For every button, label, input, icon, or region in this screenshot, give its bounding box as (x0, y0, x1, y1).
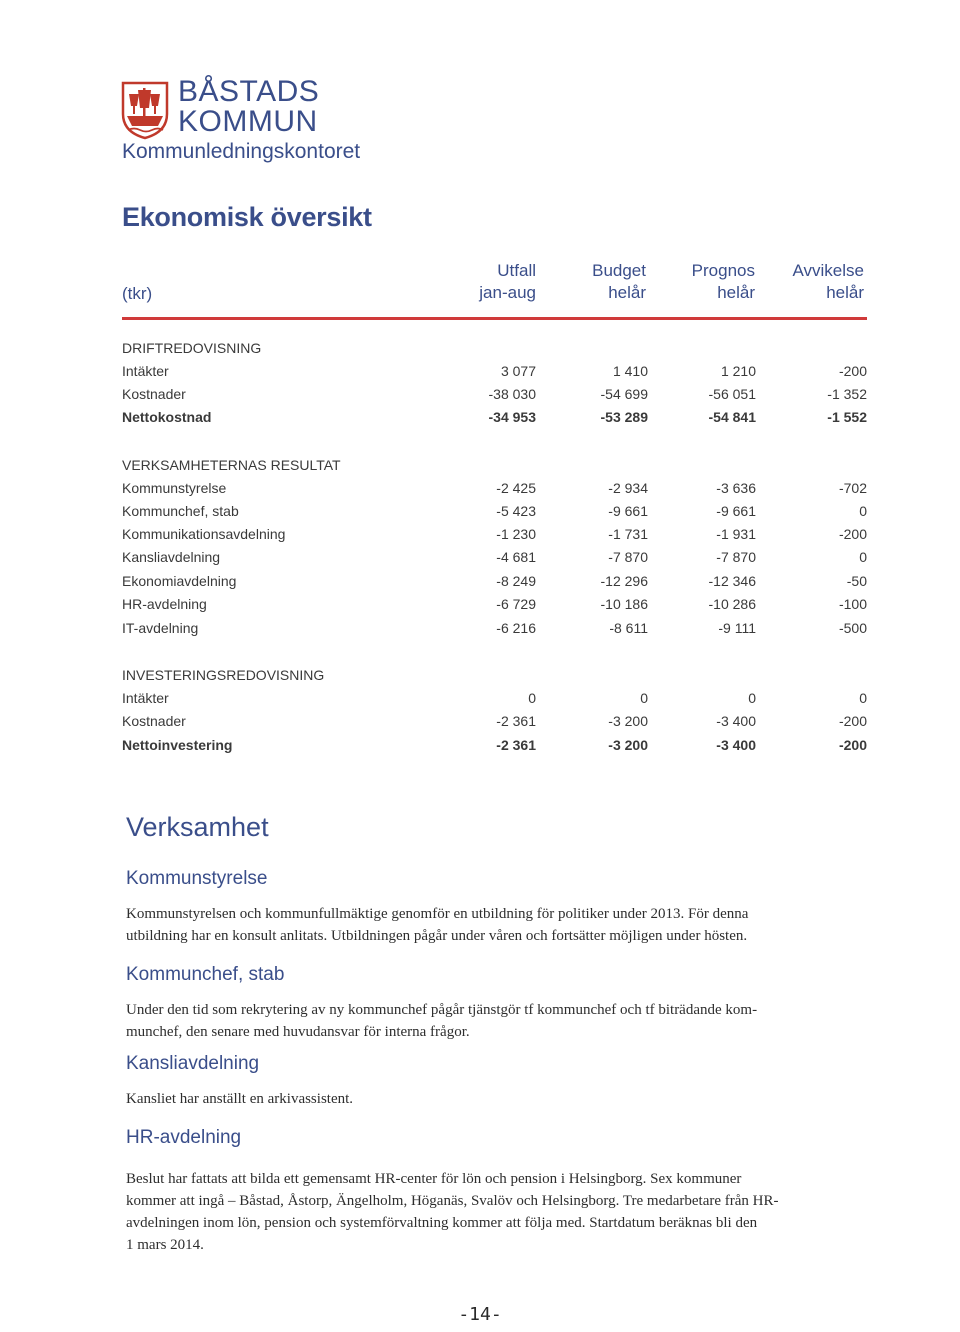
column-header-prognos (655, 260, 755, 304)
subheading-hr-avdelning: HR-avdelning (126, 1127, 242, 1148)
paragraph-kommunstyrelse (126, 903, 846, 947)
cell-utfall: 0 (528, 690, 536, 706)
row-label: Kommunstyrelse (122, 480, 227, 496)
cell-prognos: -9 661 (716, 503, 756, 519)
row-label: Kostnader (122, 713, 186, 729)
header-divider (122, 317, 867, 320)
cell-prognos: -56 051 (708, 386, 756, 402)
table-row (122, 549, 867, 571)
paragraph-line: Under den tid som rekrytering av ny kommunchef pågår tjänstgör tf kommunchef och tf biträdande kom- (126, 1002, 758, 1018)
column-header-line2: jan-aug (479, 283, 536, 302)
cell-avvikelse: 0 (859, 503, 867, 519)
cell-avvikelse: -702 (838, 480, 867, 496)
section-heading-verksamheter: VERKSAMHETERNAS RESULTAT (122, 457, 341, 473)
table-row-total (122, 409, 867, 431)
row-label: Nettoinvestering (122, 737, 233, 753)
cell-utfall: -2 361 (496, 713, 536, 729)
cell-utfall: -2 425 (496, 480, 536, 496)
cell-budget: -54 699 (600, 386, 648, 402)
cell-avvikelse: -200 (838, 526, 867, 542)
cell-utfall: -6 216 (496, 620, 536, 636)
paragraph-kansliavdelning (126, 1088, 846, 1110)
table-row (122, 363, 867, 385)
section-heading-investering: INVESTERINGSREDOVISNING (122, 667, 325, 683)
cell-avvikelse: 0 (859, 549, 867, 565)
cell-prognos: -3 400 (716, 713, 756, 729)
cell-budget: -1 731 (608, 526, 648, 542)
cell-prognos: 0 (748, 690, 756, 706)
cell-utfall: -8 249 (496, 573, 536, 589)
cell-avvikelse: -200 (838, 363, 867, 379)
table-row (122, 713, 867, 735)
cell-avvikelse: -1 552 (827, 409, 867, 425)
subheading-kansliavdelning: Kansliavdelning (126, 1053, 260, 1074)
row-label: Kommunikationsavdelning (122, 526, 286, 542)
paragraph-line: Beslut har fattats att bilda ett gemensamt HR-center för lön och pension i Helsingborg. Sex kommuner (126, 1171, 742, 1187)
table-row (122, 690, 867, 712)
paragraph-line: avdelningen inom lön, pension och systemförvaltning kommer att följa med. Startdatum beräknas bli den (126, 1215, 758, 1231)
cell-avvikelse: -200 (838, 713, 867, 729)
row-label: Intäkter (122, 363, 169, 379)
column-header-budget (546, 260, 646, 304)
brand-name-line2: KOMMUN (178, 105, 318, 138)
cell-budget: -8 611 (609, 620, 648, 636)
row-label: Kostnader (122, 386, 186, 402)
paragraph-line: 1 mars 2014. (126, 1237, 204, 1253)
paragraph-line: utbildning har en konsult anlitats. Utbildningen pågår under våren och fortsätter möjligen under hösten. (126, 928, 748, 944)
unit-label: (tkr) (122, 284, 153, 303)
cell-budget: 0 (640, 690, 648, 706)
column-header-utfall (436, 260, 536, 304)
row-label: Nettokostnad (122, 409, 212, 425)
cell-budget: -10 186 (600, 596, 648, 612)
cell-utfall: -5 423 (496, 503, 536, 519)
subheading-kommunchef: Kommunchef, stab (126, 964, 285, 985)
cell-utfall: 3 077 (500, 363, 536, 379)
table-row-total (122, 737, 867, 759)
section-heading-drift: DRIFTREDOVISNING (122, 340, 262, 356)
cell-utfall: -34 953 (488, 409, 536, 425)
column-header-line2: helår (608, 283, 646, 302)
column-header-line1: Utfall (497, 261, 536, 280)
table-row (122, 526, 867, 548)
cell-prognos: -1 931 (716, 526, 756, 542)
cell-avvikelse: -100 (838, 596, 867, 612)
municipality-logo (120, 76, 460, 168)
cell-avvikelse: 0 (859, 690, 867, 706)
brand-name-line1: BÅSTADS (178, 75, 320, 108)
paragraph-hr-avdelning (126, 1168, 846, 1256)
row-label: Ekonomiavdelning (122, 573, 237, 589)
row-label: HR-avdelning (122, 596, 207, 612)
paragraph-line: munchef, den senare med huvudansvar för interna frågor. (126, 1024, 470, 1040)
column-header-avvikelse (744, 260, 864, 304)
cell-prognos: 1 210 (720, 363, 756, 379)
cell-utfall: -4 681 (496, 549, 536, 565)
cell-utfall: -38 030 (488, 386, 536, 402)
paragraph-kommunchef (126, 999, 846, 1043)
cell-utfall: -6 729 (496, 596, 536, 612)
cell-avvikelse: -200 (838, 737, 867, 753)
cell-budget: -12 296 (600, 573, 648, 589)
cell-budget: -53 289 (600, 409, 648, 425)
column-header-line1: Prognos (691, 261, 755, 280)
cell-budget: 1 410 (612, 363, 648, 379)
row-label: Intäkter (122, 690, 169, 706)
column-header-line2: helår (826, 283, 864, 302)
cell-prognos: -3 636 (716, 480, 756, 496)
department-name: Kommunledningskontoret (122, 140, 361, 163)
cell-prognos: -9 111 (718, 620, 756, 636)
cell-avvikelse: -1 352 (827, 386, 867, 402)
cell-utfall: -1 230 (496, 526, 536, 542)
cell-avvikelse: -500 (838, 620, 867, 636)
cell-prognos: -54 841 (708, 409, 756, 425)
cell-prognos: -3 400 (716, 737, 756, 753)
subheading-kommunstyrelse: Kommunstyrelse (126, 868, 268, 889)
page-title: Ekonomisk översikt (122, 202, 372, 232)
row-label: Kommunchef, stab (122, 503, 239, 519)
table-row (122, 573, 867, 595)
table-row (122, 503, 867, 525)
section-title-verksamhet: Verksamhet (126, 812, 269, 842)
cell-budget: -3 200 (608, 713, 648, 729)
cell-prognos: -12 346 (708, 573, 756, 589)
cell-budget: -3 200 (608, 737, 648, 753)
table-row (122, 620, 867, 642)
cell-avvikelse: -50 (846, 573, 867, 589)
column-header-line1: Budget (592, 261, 646, 280)
paragraph-line: Kansliet har anställt en arkivassistent. (126, 1091, 354, 1107)
page-number: -14- (458, 1304, 502, 1325)
paragraph-line: kommer att ingå – Båstad, Åstorp, Ängelholm, Höganäs, Svalöv och Helsingborg. Tre medarbetare från HR- (126, 1193, 779, 1209)
paragraph-line: Kommunstyrelsen och kommunfullmäktige genomför en utbildning för politiker under 2013. För denna (126, 906, 749, 922)
table-row (122, 480, 867, 502)
row-label: IT-avdelning (122, 620, 199, 636)
bastad-crest-icon (120, 80, 170, 140)
cell-budget: -7 870 (608, 549, 648, 565)
cell-budget: -9 661 (608, 503, 648, 519)
cell-prognos: -7 870 (716, 549, 756, 565)
cell-budget: -2 934 (608, 480, 648, 496)
column-header-line1: Avvikelse (792, 261, 864, 280)
cell-utfall: -2 361 (496, 737, 536, 753)
column-header-line2: helår (717, 283, 755, 302)
table-row (122, 596, 867, 618)
row-label: Kansliavdelning (122, 549, 221, 565)
cell-prognos: -10 286 (708, 596, 756, 612)
table-row (122, 386, 867, 408)
